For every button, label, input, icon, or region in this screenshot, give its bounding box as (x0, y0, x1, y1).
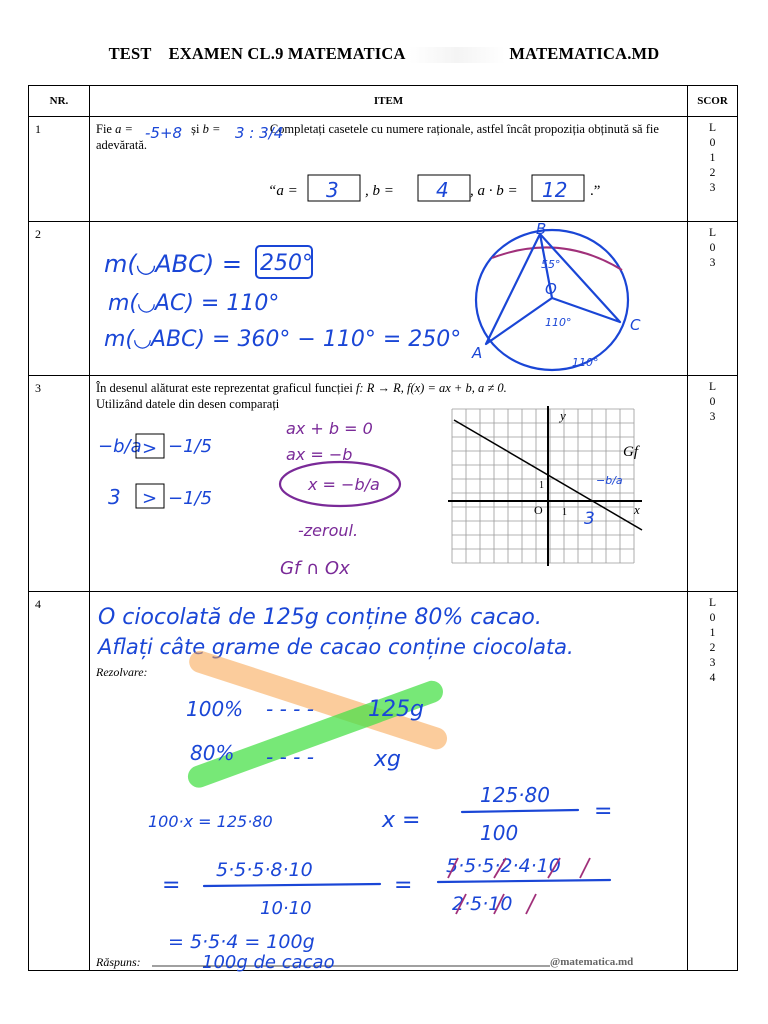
exam-table (28, 85, 738, 971)
score-cell: L 0 3 (688, 376, 738, 592)
item-4-handwriting (90, 592, 690, 971)
box-a-value: 3 (326, 178, 339, 202)
equals-sign: = (162, 873, 181, 898)
axis-y-label: y (560, 408, 566, 423)
y-unit-label: 1 (539, 480, 544, 491)
work-2: ax = −b (286, 445, 353, 464)
cmp1-left: −b/a (98, 436, 142, 457)
hw-line2: m(◡AC) = 110° (108, 291, 280, 316)
table-row (29, 117, 738, 222)
col-nr: NR. (29, 86, 90, 117)
proportion-1-left: 100% (186, 697, 244, 721)
item-3-handwriting (90, 376, 690, 592)
gf-label: Gf (623, 444, 638, 460)
proportion-1-dash: - - - - (266, 697, 314, 721)
prop-b: , b = (365, 183, 394, 199)
col-item: ITEM (90, 86, 688, 117)
angle-110-center: 110° (545, 316, 572, 329)
item-number: 2 (29, 222, 90, 376)
cmp2-left: 3 (108, 485, 121, 509)
equation-4-num: 5·5·5·2·4·10 (446, 855, 561, 877)
equation-1: 100·x = 125·80 (148, 812, 273, 831)
item-number: 1 (29, 117, 90, 222)
equation-5: = 5·5·4 = 100g (168, 931, 315, 953)
equation-2-lhs: x = (382, 808, 421, 833)
hw-a-value: -5+8 (145, 124, 183, 142)
rezolvare-label: Rezolvare: (96, 665, 148, 679)
prop-open: “a = (268, 183, 298, 199)
title-left: TEST EXAMEN CL.9 MATEMATICA (108, 44, 405, 63)
equation-3-den: 10·10 (260, 898, 312, 919)
cmp1-sign: > (142, 438, 158, 459)
redacted-area (409, 47, 505, 63)
cmp1-right: −1/5 (168, 436, 213, 457)
table-header-row (29, 86, 738, 117)
item-4-cell (90, 592, 688, 971)
fraction-bar-2 (204, 884, 380, 886)
circle-figure (476, 230, 628, 370)
item-1-cell (90, 117, 688, 222)
equation-3-num: 5·5·5·8·10 (216, 859, 313, 881)
watermark: @matematica.md (550, 956, 634, 968)
raspuns-handwriting: 100g de cacao (202, 952, 335, 973)
problem-line-1: O ciocolată de 125g conține 80% cacao. (98, 605, 542, 630)
angle-55: 55° (541, 258, 561, 271)
equals-sign: = (394, 873, 413, 898)
origin-label: O (534, 503, 543, 517)
raspuns-label: Răspuns: (96, 955, 141, 969)
label-b: B (536, 220, 547, 238)
equation-4-den: 2·5·10 (452, 893, 513, 915)
proportion-2-dash: - - - - (266, 745, 314, 769)
proportion-1-right: 125g (368, 697, 424, 722)
equals-sign: = (594, 799, 613, 824)
problem-line-2: Aflați câte grame de cacao conține ciocolata. (98, 635, 574, 659)
prop-close: .” (590, 183, 601, 199)
score-cell: L 0 3 (688, 222, 738, 376)
table-row (29, 376, 738, 592)
score-cell: L 0 1 2 3 4 (688, 592, 738, 971)
score-cell: L 0 1 2 3 (688, 117, 738, 222)
item-number: 3 (29, 376, 90, 592)
hw-line1-value: 250° (260, 251, 313, 276)
table-row (29, 592, 738, 971)
work-4: -zeroul. (298, 521, 359, 540)
cmp2-sign: > (142, 488, 158, 509)
equation-2-num: 125·80 (480, 783, 550, 807)
axis-x-label: x (634, 502, 640, 517)
angle-110-arc: 110° (572, 356, 599, 369)
hw-b-value: 3 : 3/4 (235, 124, 284, 142)
function-graph (448, 406, 642, 566)
cmp2-right: −1/5 (168, 488, 213, 509)
equation-2-den: 100 (480, 821, 519, 845)
hw-line1: m(◡ABC) = (104, 250, 242, 278)
label-a: A (472, 344, 483, 362)
page-title (0, 44, 768, 64)
label-o: O (545, 280, 557, 298)
proportion-2-left: 80% (190, 741, 235, 765)
hw-line3: m(◡ABC) = 360° − 110° = 250° (104, 327, 462, 352)
work-1: ax + b = 0 (286, 419, 373, 438)
box-ab-value: 12 (542, 178, 568, 202)
box-b-value: 4 (436, 178, 449, 202)
item-2-handwriting (90, 222, 690, 376)
fraction-bar-3 (438, 880, 610, 882)
root-label: −b/a (596, 474, 623, 487)
item-1-handwriting (90, 117, 690, 222)
item-number: 4 (29, 592, 90, 971)
root-value: 3 (584, 509, 595, 529)
item-3-cell (90, 376, 688, 592)
work-5: Gf ∩ Ox (280, 558, 350, 579)
label-c: C (630, 316, 641, 334)
col-scor: SCOR (688, 86, 738, 117)
work-3: x = −b/a (308, 475, 380, 494)
item-2-cell (90, 222, 688, 376)
table-row (29, 222, 738, 376)
fraction-bar-1 (462, 810, 578, 812)
title-right: MATEMATICA.MD (509, 44, 660, 63)
item-1-text: Fie a = și b = . Completați casetele cu numere raționale, astfel încât propoziția obținută să fie adevărată. (96, 122, 659, 152)
x-unit-label: 1 (562, 507, 567, 518)
prop-ab: , a · b = (470, 183, 518, 199)
item-3-text: În desenul alăturat este reprezentat graficul funcției f: R → R, f(x) = ax + b, a ≠ 0. Utilizând datele din desen comparați (96, 381, 507, 411)
proportion-2-right: xg (374, 747, 401, 772)
